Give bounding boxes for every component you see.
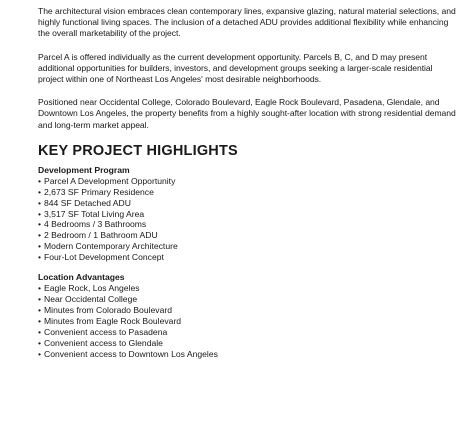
list-item: • Near Occidental College	[38, 293, 138, 304]
bullet-icon: •	[38, 219, 42, 230]
intro-paragraph-1: The architectural vision embraces clean contemporary lines, expansive glazing, natural material selections, and highly functional living spaces. The inclusion of a detached ADU provides additional flexibility while enhancing the overall marketability of the project.	[38, 6, 456, 39]
intro-paragraph-3: Positioned near Occidental College, Colorado Boulevard, Eagle Rock Boulevard, Pasadena, Glendale, and Downtown Los Angeles, the property benefits from a highly sought-after location with strong residential demand and long-term market appeal.	[38, 97, 456, 130]
bullet-icon: •	[38, 337, 42, 348]
list-item: • 4 Bedrooms / 3 Bathrooms	[38, 219, 147, 230]
list-item: • Convenient access to Downtown Los Angeles	[38, 348, 218, 359]
bullet-icon: •	[38, 186, 42, 197]
development-program-heading: Development Program	[38, 164, 130, 175]
bullet-icon: •	[38, 175, 42, 186]
bullet-icon: •	[38, 326, 42, 337]
list-item: • Minutes from Colorado Boulevard	[38, 304, 173, 315]
list-item: • Convenient access to Pasadena	[38, 326, 168, 337]
bullet-icon: •	[38, 304, 42, 315]
list-item: • Minutes from Eagle Rock Boulevard	[38, 315, 182, 326]
list-item: • 2,673 SF Primary Residence	[38, 186, 154, 197]
bullet-icon: •	[38, 348, 42, 359]
list-item: • 3,517 SF Total Living Area	[38, 208, 145, 219]
location-advantages-heading: Location Advantages	[38, 272, 125, 283]
list-item: • 844 SF Detached ADU	[38, 197, 131, 208]
bullet-icon: •	[38, 315, 42, 326]
document-page	[38, 6, 458, 368]
development-program-list	[38, 176, 458, 263]
bullet-icon: •	[38, 230, 42, 241]
bullet-icon: •	[38, 252, 42, 263]
list-item: • 2 Bedroom / 1 Bathroom ADU	[38, 230, 158, 241]
list-item: • Parcel A Development Opportunity	[38, 175, 176, 186]
list-item: • Convenient access to Glendale	[38, 337, 163, 348]
list-item: • Eagle Rock, Los Angeles	[38, 283, 140, 294]
intro-paragraph-2: Parcel A is offered individually as the current development opportunity. Parcels B, C, and D may present additional opportunities for builders, investors, and development groups seeking a larger-scale residential project within one of Northeast Los Angeles' most desirable neighborhoods.	[38, 51, 433, 85]
location-advantages-list	[38, 283, 458, 359]
bullet-icon: •	[38, 197, 42, 208]
list-item: • Four-Lot Development Concept	[38, 252, 164, 263]
bullet-icon: •	[38, 208, 42, 219]
bullet-icon: •	[38, 293, 42, 304]
list-item: • Modern Contemporary Architecture	[38, 241, 178, 252]
bullet-icon: •	[38, 241, 42, 252]
section-title-key-highlights: KEY PROJECT HIGHLIGHTS	[38, 142, 238, 159]
bullet-icon: •	[38, 283, 42, 294]
